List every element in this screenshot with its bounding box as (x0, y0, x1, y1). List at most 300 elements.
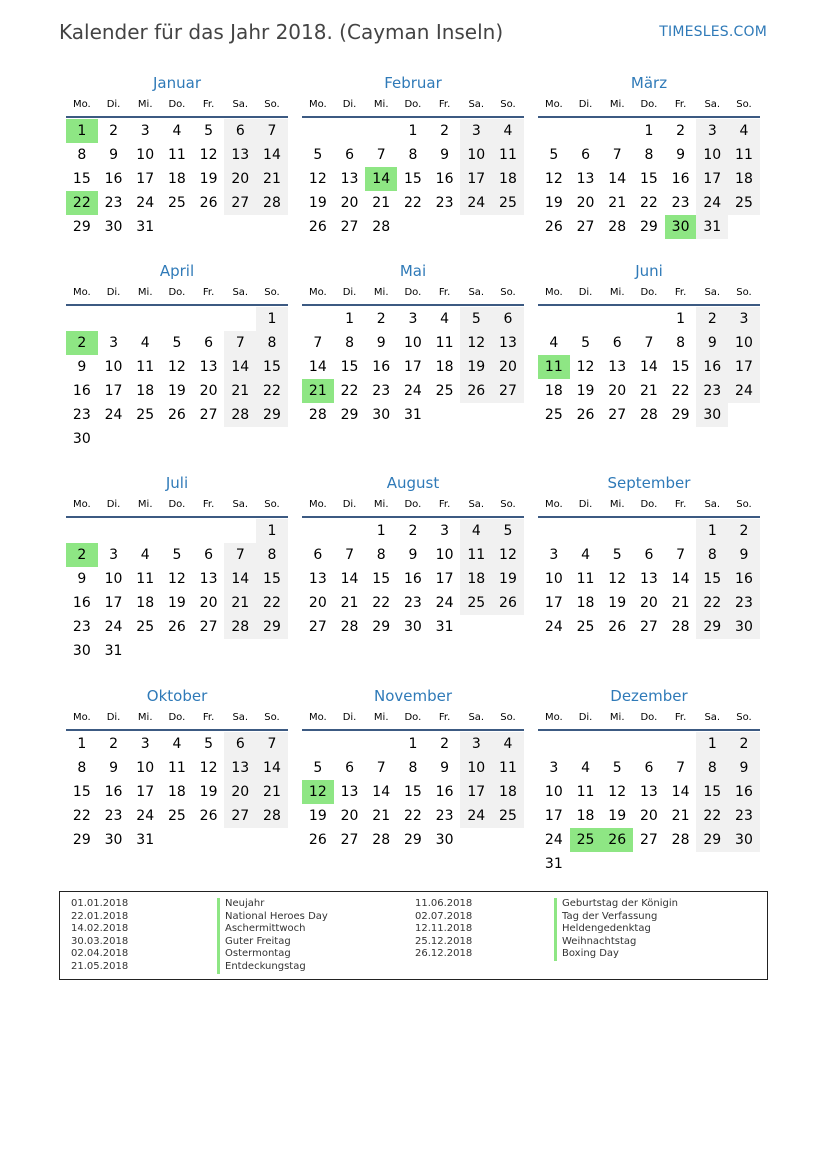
weekday-label: Do. (168, 99, 186, 110)
empty-cell (601, 119, 633, 143)
day-cell: 7 (676, 760, 686, 776)
day-cell: 24 (104, 619, 123, 635)
weekday-header (302, 282, 524, 306)
empty-cell (633, 732, 665, 756)
weekday-label: Do. (640, 99, 658, 110)
day-cell: 31 (435, 619, 454, 635)
day-cell: 2 (676, 123, 686, 139)
day-cell: 16 (403, 571, 422, 587)
weekday-label: Do. (404, 499, 422, 510)
day-cell: 6 (313, 547, 323, 563)
day-cell: 6 (612, 335, 622, 351)
day-cell: 15 (403, 784, 422, 800)
day-cell: 9 (440, 760, 450, 776)
weekday-label: Sa. (468, 499, 485, 510)
day-cell: 13 (639, 571, 658, 587)
empty-cell (98, 307, 130, 331)
day-cell: 14 (224, 567, 256, 591)
day-cell: 13 (308, 571, 327, 587)
day-cell: 27 (608, 407, 627, 423)
weekday-header (538, 707, 760, 731)
day-cell: 6 (345, 760, 354, 776)
weekday-label: Do. (168, 712, 186, 723)
day-cell: 21 (256, 780, 288, 804)
day-cell: 29 (256, 615, 288, 639)
day-cell: 25 (136, 619, 155, 635)
weekday-label: So. (264, 499, 280, 510)
month-name: August (386, 474, 440, 492)
day-cell: 11 (136, 571, 155, 587)
day-cell: 10 (136, 760, 155, 776)
day-cell: 22 (639, 195, 658, 211)
day-cell: 20 (340, 195, 359, 211)
day-cell: 4 (140, 547, 150, 563)
day-cell: 17 (728, 355, 760, 379)
day-cell: 27 (308, 619, 327, 635)
day-cell: 4 (581, 760, 590, 776)
day-cell: 17 (104, 383, 123, 399)
legend-date: 21.05.2018 (71, 960, 129, 972)
day-cell: 12 (460, 331, 492, 355)
day-cell: 23 (696, 379, 728, 403)
day-cell: 23 (403, 595, 422, 611)
day-cell: 19 (167, 383, 186, 399)
day-cell: 13 (224, 756, 256, 780)
day-cell: 15 (72, 171, 91, 187)
day-cell: 4 (492, 119, 524, 143)
day-cell: 13 (492, 331, 524, 355)
day-cell: 15 (72, 784, 91, 800)
day-cell: 22 (340, 383, 359, 399)
day-cell: 8 (345, 335, 354, 351)
day-cell: 23 (435, 195, 454, 211)
weekday-label: Sa. (232, 99, 249, 110)
day-cell: 28 (256, 191, 288, 215)
empty-cell (538, 119, 570, 143)
weekday-label: Sa. (468, 712, 485, 723)
weekday-header (66, 282, 288, 306)
day-cell: 30 (435, 832, 454, 848)
day-cell: 21 (671, 595, 690, 611)
weekday-label: Mo. (308, 499, 327, 510)
day-cell: 19 (544, 195, 563, 211)
day-cell: 4 (140, 335, 150, 351)
day-cell: 24 (696, 191, 728, 215)
day-cell: 26 (308, 832, 327, 848)
day-cell: 27 (639, 832, 658, 848)
legend-holiday-name: Entdeckungstag (217, 961, 328, 974)
weekday-label: Fr. (674, 287, 687, 298)
day-cell: 16 (728, 567, 760, 591)
weekday-label: Fr. (674, 712, 687, 723)
day-cell: 5 (313, 760, 323, 776)
day-cell: 22 (372, 595, 391, 611)
day-cell: 20 (340, 808, 359, 824)
day-cell: 30 (104, 832, 123, 848)
day-cell: 10 (104, 359, 123, 375)
weekday-label: Fr. (202, 99, 215, 110)
day-cell: 20 (224, 780, 256, 804)
weekday-label: Mi. (609, 712, 625, 723)
day-cell: 14 (639, 359, 658, 375)
empty-cell (601, 519, 633, 543)
day-cell: 10 (460, 756, 492, 780)
day-cell: 12 (608, 784, 627, 800)
weekday-header (66, 494, 288, 518)
weekday-label: Mo. (72, 287, 91, 298)
day-cell: 21 (224, 379, 256, 403)
day-cell: 4 (440, 311, 450, 327)
month-name: Juni (635, 262, 663, 280)
day-cell: 27 (492, 379, 524, 403)
legend-date: 25.12.2018 (415, 935, 473, 947)
day-cell: 1 (676, 311, 686, 327)
weekday-label: Fr. (438, 712, 451, 723)
weekday-label: Mi. (609, 287, 625, 298)
weekday-label: Mo. (544, 99, 563, 110)
day-cell: 2 (728, 519, 760, 543)
day-cell: 24 (460, 191, 492, 215)
day-cell: 18 (167, 171, 186, 187)
day-cell: 9 (676, 147, 686, 163)
day-cell: 25 (167, 195, 186, 211)
month-name: Oktober (146, 687, 208, 705)
day-cell: 3 (460, 119, 492, 143)
day-cell: 25 (435, 383, 454, 399)
weekday-label: Do. (168, 287, 186, 298)
day-cell: 29 (256, 403, 288, 427)
day-cell: 27 (224, 804, 256, 828)
day-cell: 28 (671, 619, 690, 635)
weekday-label: Di. (578, 99, 593, 110)
day-cell: 16 (104, 784, 123, 800)
day-cell: 17 (460, 167, 492, 191)
day-cell: 9 (408, 547, 418, 563)
day-cell: 6 (204, 547, 214, 563)
empty-cell (365, 119, 397, 143)
weekday-label: Sa. (704, 99, 721, 110)
day-cell: 15 (256, 355, 288, 379)
day-cell: 5 (172, 547, 182, 563)
empty-cell (193, 519, 225, 543)
day-cell: 20 (576, 195, 595, 211)
day-cell: 11 (492, 143, 524, 167)
day-cell: 2 (728, 732, 760, 756)
month-name: November (373, 687, 453, 705)
day-cell: 2 (376, 311, 386, 327)
day-cell: 27 (199, 619, 218, 635)
day-cell: 17 (460, 780, 492, 804)
day-cell: 15 (671, 359, 690, 375)
day-cell: 22 (403, 808, 422, 824)
day-cell: 8 (77, 147, 87, 163)
day-cell: 6 (581, 147, 590, 163)
day-cell: 24 (544, 619, 563, 635)
month-name: April (159, 262, 195, 280)
day-cell: 26 (460, 379, 492, 403)
day-cell: 29 (372, 619, 391, 635)
day-cell: 23 (104, 808, 123, 824)
days-grid (66, 732, 288, 852)
day-cell: 11 (576, 571, 595, 587)
day-cell: 21 (224, 591, 256, 615)
day-cell: 3 (549, 547, 559, 563)
day-cell: 26 (608, 619, 627, 635)
day-cell: 5 (612, 547, 622, 563)
day-cell: 28 (340, 619, 359, 635)
day-cell: 10 (544, 784, 563, 800)
day-cell: 16 (696, 355, 728, 379)
day-cell: 27 (224, 191, 256, 215)
day-cell: 5 (612, 760, 622, 776)
empty-cell (601, 307, 633, 331)
day-cell: 29 (72, 219, 91, 235)
day-cell: 25 (492, 804, 524, 828)
day-cell: 23 (104, 195, 123, 211)
day-cell: 3 (109, 547, 118, 563)
legend-date: 11.06.2018 (415, 898, 473, 909)
days-grid (302, 119, 524, 239)
weekday-label: So. (264, 99, 280, 110)
day-cell: 3 (696, 119, 728, 143)
day-cell: 23 (728, 804, 760, 828)
day-cell: 11 (492, 756, 524, 780)
day-cell: 19 (492, 567, 524, 591)
weekday-label: Di. (106, 287, 121, 298)
day-cell: 5 (581, 335, 590, 351)
day-cell: 15 (696, 567, 728, 591)
day-cell: 8 (256, 331, 288, 355)
weekday-label: Fr. (202, 712, 215, 723)
weekday-label: Mo. (308, 712, 327, 723)
weekday-label: Mo. (544, 287, 563, 298)
weekday-label: Fr. (202, 499, 215, 510)
weekday-label: Do. (640, 712, 658, 723)
day-cell: 4 (172, 123, 182, 139)
day-cell: 17 (435, 571, 454, 587)
day-cell: 5 (204, 736, 214, 752)
days-grid (302, 732, 524, 852)
weekday-label: Mi. (373, 99, 389, 110)
day-cell: 19 (608, 808, 627, 824)
day-cell: 27 (639, 619, 658, 635)
day-cell: 8 (676, 335, 686, 351)
empty-cell (302, 732, 334, 756)
day-cell: 24 (104, 407, 123, 423)
day-cell: 11 (728, 143, 760, 167)
day-cell: 12 (544, 171, 563, 187)
weekday-label: So. (500, 712, 516, 723)
day-cell: 15 (696, 780, 728, 804)
brand-link[interactable]: TIMESLES.COM (659, 24, 767, 40)
month-2 (538, 72, 760, 239)
days-grid (302, 519, 524, 639)
day-cell: 28 (639, 407, 658, 423)
day-cell: 9 (728, 543, 760, 567)
day-cell: 23 (435, 808, 454, 824)
legend-dates-left (71, 898, 128, 974)
day-cell: 18 (576, 808, 595, 824)
legend-holiday-name: Tag der Verfassung (554, 911, 678, 924)
day-cell: 2 (408, 523, 418, 539)
day-cell: 3 (140, 123, 150, 139)
weekday-label: So. (500, 99, 516, 110)
days-grid (66, 519, 288, 663)
day-cell: 5 (549, 147, 559, 163)
day-cell: 26 (199, 808, 218, 824)
day-cell: 14 (308, 359, 327, 375)
day-cell: 24 (136, 195, 155, 211)
weekday-header (66, 94, 288, 118)
day-cell: 9 (376, 335, 386, 351)
day-cell: 24 (544, 832, 563, 848)
day-cell: 5 (460, 307, 492, 331)
day-cell: 3 (140, 736, 150, 752)
day-cell: 26 (576, 407, 595, 423)
day-cell: 12 (199, 147, 218, 163)
day-cell: 12 (199, 760, 218, 776)
legend-date: 02.04.2018 (71, 948, 129, 960)
day-cell: 13 (576, 171, 595, 187)
day-cell: 28 (608, 219, 627, 235)
empty-cell (570, 519, 602, 543)
day-cell: 30 (696, 403, 728, 427)
day-cell: 23 (72, 619, 91, 635)
holiday-day-cell: 21 (302, 379, 334, 403)
weekday-label: Mi. (137, 287, 153, 298)
day-cell: 8 (408, 760, 418, 776)
day-cell: 28 (372, 219, 391, 235)
day-cell: 11 (435, 335, 454, 351)
day-cell: 10 (403, 335, 422, 351)
day-cell: 4 (549, 335, 559, 351)
day-cell: 29 (340, 407, 359, 423)
day-cell: 28 (671, 832, 690, 848)
day-cell: 25 (492, 191, 524, 215)
day-cell: 3 (440, 523, 450, 539)
month-name: Dezember (610, 687, 688, 705)
day-cell: 14 (256, 143, 288, 167)
days-grid (66, 119, 288, 239)
day-cell: 27 (340, 219, 359, 235)
holiday-day-cell: 25 (570, 828, 602, 852)
day-cell: 8 (77, 760, 87, 776)
day-cell: 5 (172, 335, 182, 351)
day-cell: 3 (109, 335, 118, 351)
day-cell: 20 (308, 595, 327, 611)
day-cell: 26 (199, 195, 218, 211)
empty-cell (570, 119, 602, 143)
day-cell: 9 (696, 331, 728, 355)
day-cell: 31 (104, 643, 123, 659)
empty-cell (665, 732, 697, 756)
weekday-label: Fr. (438, 287, 451, 298)
weekday-header (302, 494, 524, 518)
day-cell: 28 (372, 832, 391, 848)
day-cell: 30 (104, 219, 123, 235)
day-cell: 6 (204, 335, 214, 351)
day-cell: 23 (728, 591, 760, 615)
month-0 (66, 72, 288, 239)
day-cell: 20 (224, 167, 256, 191)
days-grid (66, 307, 288, 451)
day-cell: 31 (136, 832, 155, 848)
empty-cell (98, 519, 130, 543)
day-cell: 4 (492, 732, 524, 756)
day-cell: 10 (435, 547, 454, 563)
day-cell: 25 (728, 191, 760, 215)
weekday-label: Di. (578, 712, 593, 723)
day-cell: 25 (460, 591, 492, 615)
day-cell: 2 (696, 307, 728, 331)
day-cell: 25 (544, 407, 563, 423)
empty-cell (538, 732, 570, 756)
day-cell: 9 (728, 756, 760, 780)
day-cell: 3 (728, 307, 760, 331)
day-cell: 7 (224, 543, 256, 567)
weekday-header (66, 707, 288, 731)
day-cell: 8 (256, 543, 288, 567)
weekday-label: Mo. (72, 499, 91, 510)
empty-cell (302, 119, 334, 143)
month-name: September (607, 474, 691, 492)
day-cell: 20 (492, 355, 524, 379)
weekday-label: So. (500, 499, 516, 510)
day-cell: 26 (544, 219, 563, 235)
holiday-legend (59, 891, 768, 980)
empty-cell (633, 307, 665, 331)
weekday-label: Di. (342, 712, 357, 723)
day-cell: 11 (460, 543, 492, 567)
day-cell: 22 (403, 195, 422, 211)
weekday-label: Di. (578, 287, 593, 298)
empty-cell (570, 307, 602, 331)
day-cell: 30 (72, 643, 91, 659)
weekday-header (302, 94, 524, 118)
weekday-label: Do. (640, 499, 658, 510)
weekday-label: Sa. (468, 99, 485, 110)
day-cell: 11 (576, 784, 595, 800)
day-cell: 24 (728, 379, 760, 403)
day-cell: 9 (77, 359, 87, 375)
holiday-day-cell: 14 (365, 167, 397, 191)
day-cell: 6 (644, 547, 654, 563)
day-cell: 12 (608, 571, 627, 587)
day-cell: 12 (167, 359, 186, 375)
legend-holiday-name: Neujahr (217, 898, 328, 911)
day-cell: 15 (256, 567, 288, 591)
day-cell: 1 (644, 123, 654, 139)
day-cell: 31 (696, 215, 728, 239)
day-cell: 4 (581, 547, 590, 563)
month-name: Mai (399, 262, 427, 280)
weekday-header (302, 707, 524, 731)
day-cell: 27 (340, 832, 359, 848)
days-grid (538, 519, 760, 639)
weekday-label: Di. (342, 99, 357, 110)
day-cell: 5 (204, 123, 214, 139)
day-cell: 1 (696, 519, 728, 543)
day-cell: 10 (544, 571, 563, 587)
weekday-label: Do. (168, 499, 186, 510)
weekday-label: Mi. (137, 99, 153, 110)
weekday-header (538, 282, 760, 306)
day-cell: 1 (408, 123, 418, 139)
day-cell: 26 (492, 591, 524, 615)
weekday-label: Di. (342, 499, 357, 510)
day-cell: 22 (256, 379, 288, 403)
day-cell: 28 (224, 403, 256, 427)
